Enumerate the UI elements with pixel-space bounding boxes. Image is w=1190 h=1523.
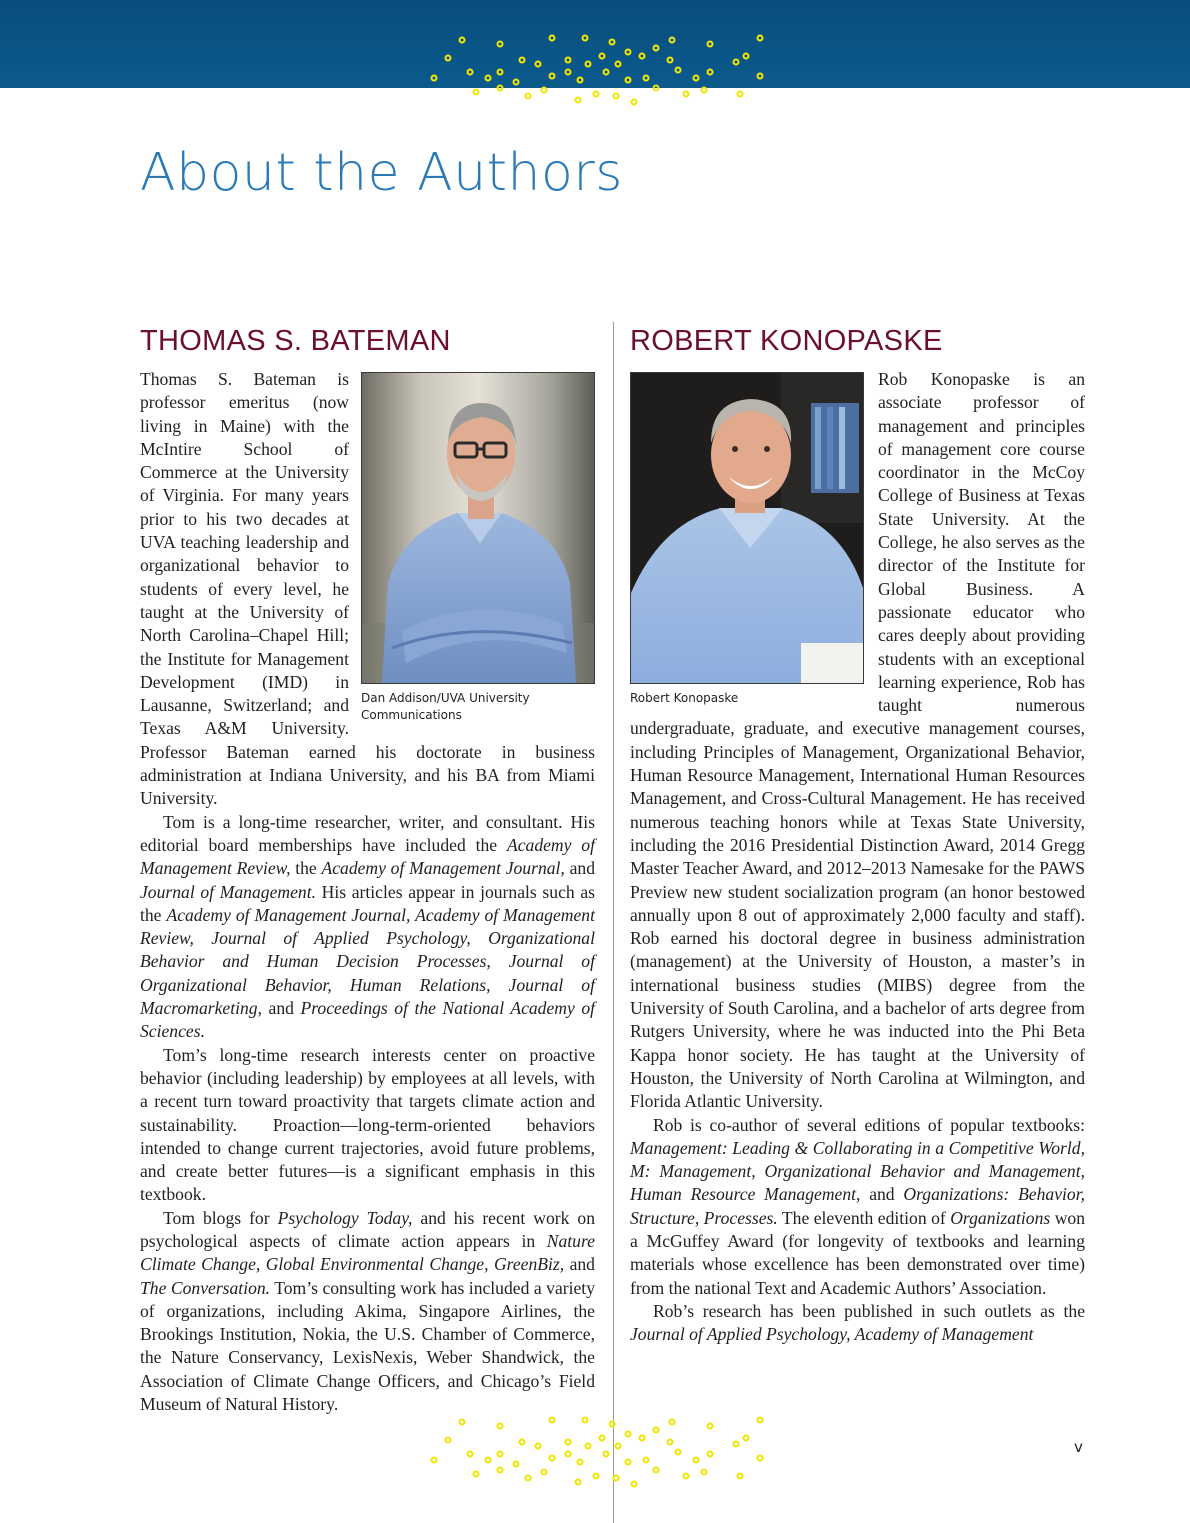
decorative-dots-top [420, 30, 780, 110]
author-bio [140, 368, 595, 1416]
page-number: v [1074, 1438, 1083, 1456]
bio-paragraph: Tom is a long-time researcher, writer, and consultant. His editorial board memberships have included the Academy of Management Review, the Academy of Management Journal, and Journal of Management. His articles appear in journals such as the Academy of Management Journal, Academy of Management Review, Journal of Applied Psychology, Organizational Behavior and Human Decision Processes, Journal of Organizational Behavior, Human Relations, Journal of Macromarketing, and Proceedings of the National Academy of Sciences. [140, 811, 596, 1042]
column-divider [613, 322, 614, 1523]
photo-konopaske-icon [630, 372, 864, 684]
author-konopaske [630, 322, 1086, 1345]
photo-caption: Dan Addison/UVA University Communications [361, 691, 530, 722]
author-bateman [140, 322, 596, 1415]
author-bio [630, 368, 1085, 1346]
page-title: About the Authors [140, 143, 623, 203]
author-name: ROBERT KONOPASKE [630, 325, 943, 357]
author-photo-figure [361, 372, 595, 724]
bio-paragraph: Rob is co-author of several editions of popular textbooks: Management: Leading & Collaborating in a Competitive World, M: Management, Organizational Behavior and Management, Human Resource Management, and Organizations: Behavior, Structure, Processes. The eleventh edition of Organizations won a McGuffey Award (for longevity of textbooks and learning materials whose excellence has been demonstrated over time) from the national Text and Academic Authors’ Association. [630, 1114, 1086, 1298]
bio-paragraph: Thomas S. Bateman is professor emeritus (now living in Maine) with the McIntire School of Commerce at the University of Virginia. For many years prior to his two decades at UVA teaching leadership and organizational behavior to students of every level, he taught at the University of North Carolina–Chapel Hill; the Institute for Management Development (IMD) in Lausanne, Switzerland; and Texas A&M University. Professor Bateman earned his doctorate in business administration at Indiana University, and his BA from Miami University. [140, 369, 595, 809]
bio-paragraph: Tom’s long-time research interests center on proactive behavior (including leadership) by employees at all levels, with a recent turn toward proactivity that targets climate action and sustainability. Proaction—long-term-oriented behaviors intended to change current trajectories, avoid future problems, and create better futures—is a significant emphasis in this textbook. [140, 1044, 595, 1205]
author-photo-figure [630, 372, 864, 707]
bio-paragraph: Rob’s research has been published in such outlets as the Journal of Applied Psychology, Academy of Management [630, 1300, 1085, 1345]
photo-caption: Robert Konopaske [630, 691, 739, 705]
photo-bateman-icon [361, 372, 595, 684]
bio-paragraph: Rob Konopaske is an associate professor of management and principles of management core course coordinator in the McCoy College of Business at Texas State University. At the College, he also serves as the director of the Institute for Global Business. A passionate educator who cares deeply about providing students with an exceptional learning experience, Rob has taught numerous undergraduate, graduate, and executive management courses, including Principles of Management, Organizational Behavior, Human Resource Management, International Human Resources Management, and Cross-Cultural Management. He has received numerous teaching honors while at Texas State University, including the 2016 Presidential Distinction Award, 2014 Gregg Master Teacher Award, and 2012–2013 Namesake for the PAWS Preview new student socialization program (an honor bestowed annually upon 8 out of approximately 2,000 faculty and staff). Rob earned his doctoral degree in business administration (management) at the University of Houston, a master’s in international business studies (MIBS) degree from the University of South Carolina, and a bachelor of arts degree from Rutgers University, where he was inducted into the Phi Beta Kappa honor society. He has taught at the University of Houston, the University of North Carolina at Wilmington, and Florida Atlantic University. [630, 369, 1085, 1112]
author-name: THOMAS S. BATEMAN [140, 325, 451, 357]
bio-paragraph: Tom blogs for Psychology Today, and his recent work on psychological aspects of climate action appears in Nature Climate Change, Global Environmental Change, GreenBiz, and The Conversation. Tom’s consulting work has included a variety of organizations, including Akima, Singapore Airlines, the Brookings Institution, Nokia, the U.S. Chamber of Commerce, the Nature Conservancy, LexisNexis, Weber Shandwick, the Association of Climate Change Officers, and Chicago’s Field Museum of Natural History. [140, 1207, 595, 1415]
decorative-dots-bottom [420, 1412, 780, 1492]
